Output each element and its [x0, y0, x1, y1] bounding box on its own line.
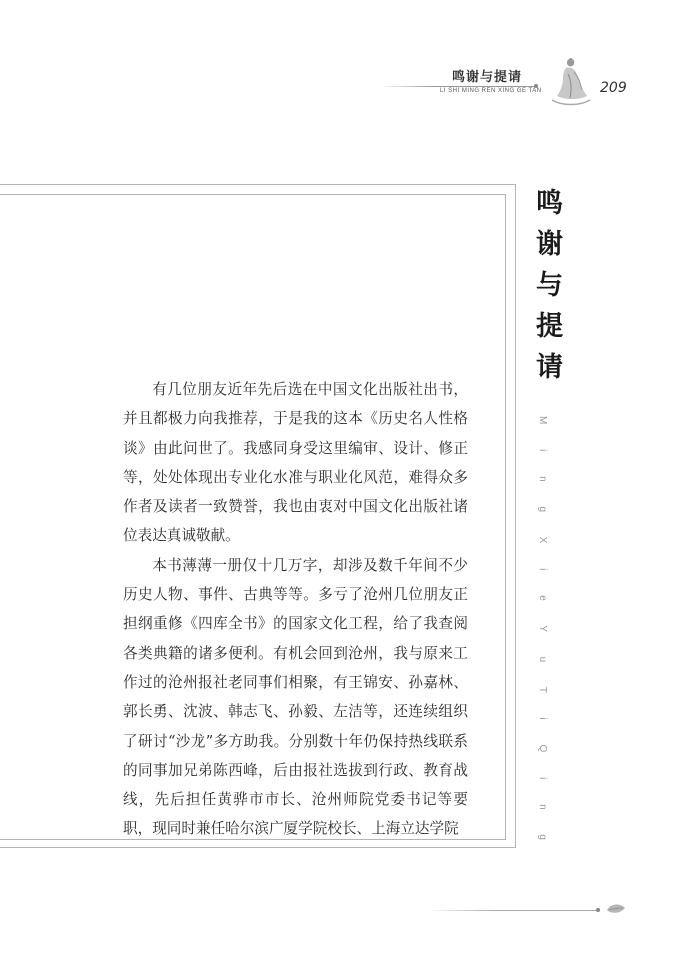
chapter-pinyin-vertical: M i n g X i e Y u T i Q i n g [537, 416, 548, 851]
footer-rule [428, 910, 596, 911]
page-number: 209 [600, 80, 627, 96]
footer-rule-dot [596, 908, 600, 912]
chapter-title-vertical: 鸣谢与提请 [531, 188, 562, 393]
header-rule [380, 86, 535, 87]
running-header-title: 鸣谢与提请 [452, 70, 523, 85]
running-header-pinyin: LI SHI MING REN XING GE TAN [440, 88, 542, 94]
paragraph: 本书薄薄一册仅十几万字，却涉及数千年间不少历史人物、事件、古典等等。多亏了沧州几位朋友正担纲重修《四库全书》的国家文化工程，给了我查阅各类典籍的诸多便利。有机会回到沧州，我与原来工作过的沧州报社老同事们相聚，有王锦安、孙嘉林、郭长勇、沈波、韩志飞、孙毅、左洁等，还连续组织了研讨“沙龙”多方助我。分别数十年仍保持热线联系的同事加兄弟陈西峰，后由报社选拔到行政、教育战线，先后担任黄骅市市长、沧州师院党委书记等要职，现同时兼任哈尔滨广厦学院校长、上海立达学院 [123, 556, 468, 838]
paragraph: 有几位朋友近年先后选在中国文化出版社出书，并且都极力向我推荐，于是我的这本《历史名人性格谈》由此问世了。我感同身受这里编审、设计、修正等，处处体现出专业化水准与职业化风范，难得众多作者及读者一致赞誉，我也由衷对中国文化出版社诸位表达真诚敬献。 [123, 381, 468, 545]
scholar-figure-icon [548, 52, 592, 108]
leaf-ornament-icon [606, 902, 626, 916]
body-text [123, 375, 468, 844]
